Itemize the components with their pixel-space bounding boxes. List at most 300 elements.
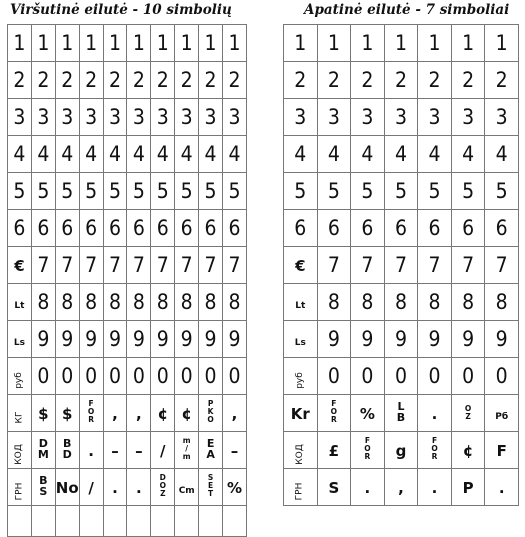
symbol-cell (418, 358, 452, 395)
symbol-cell (317, 136, 351, 173)
symbol-label: 3 (394, 104, 407, 129)
symbol-label: 2 (61, 67, 74, 92)
symbol-label: 0 (37, 363, 50, 388)
symbol-cell (418, 284, 452, 321)
symbol-cell (55, 62, 79, 99)
symbol-cell (418, 469, 452, 506)
symbol-label: 9 (428, 326, 441, 351)
symbol-cell (127, 358, 151, 395)
symbol-label: S (328, 478, 340, 497)
table-row (284, 358, 519, 395)
symbol-label: 3 (180, 104, 193, 129)
symbol-label: 8 (428, 289, 441, 314)
symbol-cell (384, 321, 418, 358)
symbol-label: ¢ (462, 441, 474, 460)
symbol-label: 9 (462, 326, 475, 351)
symbol-label: Cm (178, 485, 195, 496)
symbol-cell (55, 358, 79, 395)
symbol-label: 2 (132, 67, 145, 92)
symbol-label: 8 (228, 289, 241, 314)
symbol-cell (31, 506, 55, 537)
symbol-label: 6 (294, 215, 307, 240)
symbol-label: . (431, 404, 438, 423)
symbol-label: 1 (294, 30, 307, 55)
symbol-cell (79, 173, 103, 210)
symbol-cell (151, 210, 175, 247)
symbol-cell (199, 284, 223, 321)
symbol-cell (317, 210, 351, 247)
symbol-cell (79, 284, 103, 321)
symbol-label: 8 (180, 289, 193, 314)
symbol-cell (451, 469, 485, 506)
symbol-cell (317, 321, 351, 358)
symbol-cell (284, 395, 318, 432)
symbol-cell (223, 506, 247, 537)
symbol-cell (418, 25, 452, 62)
symbol-label: , (231, 404, 238, 423)
symbol-label: Lt (14, 300, 25, 311)
table-row (8, 284, 247, 321)
symbol-cell (451, 25, 485, 62)
symbol-label: руб (13, 371, 24, 389)
symbol-label: 9 (327, 326, 340, 351)
symbol-label: 7 (61, 252, 74, 277)
symbol-cell (418, 136, 452, 173)
symbol-label: 8 (361, 289, 374, 314)
symbol-label: 2 (495, 67, 508, 92)
symbol-label: 6 (108, 215, 122, 240)
symbol-label: 8 (61, 289, 74, 314)
symbol-label: 1 (132, 30, 145, 55)
symbol-cell (451, 395, 485, 432)
symbol-cell (175, 358, 199, 395)
symbol-label: 6 (61, 215, 74, 240)
symbol-label: 9 (228, 326, 241, 351)
symbol-cell (55, 395, 79, 432)
symbol-cell (151, 469, 175, 506)
table-row (8, 506, 247, 537)
symbol-cell (223, 469, 247, 506)
symbol-label: F O R (87, 399, 95, 424)
symbol-label: 4 (85, 141, 98, 166)
table-row (284, 210, 519, 247)
table-row (8, 395, 247, 432)
symbol-cell (31, 321, 55, 358)
table-row (8, 210, 247, 247)
symbol-label: 5 (204, 178, 217, 203)
symbol-cell (199, 358, 223, 395)
symbol-cell (199, 395, 223, 432)
symbol-cell (384, 99, 418, 136)
symbol-label: 6 (156, 215, 169, 240)
symbol-cell (451, 432, 485, 469)
table-row (8, 247, 247, 284)
symbol-label: 0 (428, 363, 441, 388)
symbol-cell (79, 506, 103, 537)
symbol-label: / (88, 478, 94, 497)
symbol-label: 5 (132, 178, 145, 203)
symbol-cell (223, 62, 247, 99)
symbol-cell (175, 432, 199, 469)
symbol-cell (103, 432, 127, 469)
symbol-cell (351, 25, 385, 62)
symbol-label: Lt (295, 300, 306, 311)
symbol-cell (223, 136, 247, 173)
symbol-cell (79, 321, 103, 358)
symbol-cell (103, 210, 127, 247)
symbol-label: € (14, 256, 25, 275)
symbol-cell (451, 173, 485, 210)
symbol-cell (451, 136, 485, 173)
symbol-label: ¢ (157, 404, 168, 423)
symbol-label: D M (37, 437, 49, 461)
symbol-cell (485, 99, 519, 136)
symbol-label: 3 (156, 104, 169, 129)
symbol-label: 2 (180, 67, 193, 92)
symbol-cell (79, 395, 103, 432)
symbol-label: 6 (180, 215, 193, 240)
symbol-cell (8, 395, 32, 432)
symbol-cell (103, 395, 127, 432)
symbol-cell (451, 321, 485, 358)
symbol-cell (317, 358, 351, 395)
symbol-label: / (160, 441, 166, 460)
symbol-label: . (431, 478, 438, 497)
symbol-cell (175, 469, 199, 506)
symbol-cell (31, 432, 55, 469)
symbol-cell (451, 358, 485, 395)
symbol-cell (175, 395, 199, 432)
symbol-label: . (136, 478, 142, 497)
symbol-cell (223, 99, 247, 136)
symbol-cell (8, 469, 32, 506)
symbol-cell (31, 62, 55, 99)
symbol-label: 5 (180, 178, 193, 203)
symbol-label: 2 (228, 67, 241, 92)
symbol-label: 1 (228, 30, 241, 55)
symbol-cell (199, 506, 223, 537)
symbol-label: 0 (495, 363, 508, 388)
symbol-cell (317, 395, 351, 432)
symbol-label: ГРН (294, 482, 305, 500)
symbol-label: 5 (462, 178, 475, 203)
symbol-cell (284, 99, 318, 136)
symbol-cell (418, 99, 452, 136)
symbol-label: 9 (204, 326, 217, 351)
symbol-label: F O R (364, 436, 371, 461)
symbol-label: O Z (464, 403, 472, 421)
symbol-cell (223, 321, 247, 358)
symbol-cell (418, 432, 452, 469)
symbol-label: 3 (462, 104, 475, 129)
symbol-cell (55, 173, 79, 210)
symbol-label: % (359, 404, 375, 423)
symbol-cell (151, 25, 175, 62)
symbol-label: 4 (108, 141, 122, 166)
symbol-cell (8, 506, 32, 537)
symbol-cell (351, 62, 385, 99)
symbol-cell (55, 210, 79, 247)
symbol-label: 4 (204, 141, 217, 166)
symbol-cell (199, 136, 223, 173)
symbol-label: P K O (207, 399, 214, 424)
symbol-cell (384, 210, 418, 247)
symbol-label: 1 (394, 30, 407, 55)
symbol-cell (351, 395, 385, 432)
symbol-label: 3 (428, 104, 441, 129)
symbol-cell (103, 25, 127, 62)
symbol-cell (175, 210, 199, 247)
symbol-label: 8 (462, 289, 475, 314)
symbol-cell (317, 284, 351, 321)
symbol-label: 3 (327, 104, 340, 129)
symbol-cell (451, 247, 485, 284)
symbol-cell (384, 284, 418, 321)
symbol-cell (284, 358, 318, 395)
symbol-cell (284, 210, 318, 247)
symbol-cell (384, 358, 418, 395)
symbol-cell (199, 210, 223, 247)
symbol-label: S E T (207, 473, 214, 498)
symbol-cell (127, 321, 151, 358)
symbol-label: $ (62, 404, 73, 423)
symbol-cell (31, 25, 55, 62)
symbol-label: 4 (294, 141, 307, 166)
symbol-label: 6 (132, 215, 145, 240)
symbol-label: 5 (61, 178, 74, 203)
symbol-label: 4 (495, 141, 508, 166)
symbol-label: 6 (204, 215, 217, 240)
symbol-label: 5 (228, 178, 241, 203)
symbol-label: B D (62, 437, 72, 461)
symbol-cell (127, 210, 151, 247)
symbol-cell (55, 284, 79, 321)
symbol-cell (151, 173, 175, 210)
symbol-label: 7 (108, 252, 122, 277)
symbol-cell (79, 247, 103, 284)
symbol-label: 8 (495, 289, 508, 314)
symbol-cell (223, 247, 247, 284)
symbol-cell (55, 321, 79, 358)
symbol-cell (55, 432, 79, 469)
symbol-cell (199, 173, 223, 210)
symbol-cell (317, 99, 351, 136)
symbol-cell (8, 247, 32, 284)
symbol-cell (317, 432, 351, 469)
symbol-cell (351, 210, 385, 247)
table-row (8, 358, 247, 395)
symbol-label: 2 (462, 67, 475, 92)
symbol-cell (175, 99, 199, 136)
symbol-cell (55, 25, 79, 62)
symbol-label: 2 (294, 67, 307, 92)
symbol-label: . (112, 478, 118, 497)
symbol-label: 4 (156, 141, 169, 166)
symbol-cell (351, 284, 385, 321)
symbol-cell (103, 99, 127, 136)
symbol-cell (199, 432, 223, 469)
symbol-label: 5 (495, 178, 508, 203)
symbol-cell (199, 469, 223, 506)
symbol-cell (79, 358, 103, 395)
symbol-label: 7 (361, 252, 374, 277)
symbol-label: 7 (180, 252, 193, 277)
symbol-cell (317, 469, 351, 506)
symbol-cell (223, 25, 247, 62)
symbol-cell (8, 210, 32, 247)
symbol-cell (418, 173, 452, 210)
symbol-label: 8 (327, 289, 340, 314)
symbol-cell (151, 395, 175, 432)
symbol-cell (8, 432, 32, 469)
symbol-label: 0 (85, 363, 98, 388)
symbol-label: Kr (290, 404, 310, 423)
symbol-label: 4 (13, 141, 26, 166)
symbol-cell (485, 321, 519, 358)
symbol-cell (175, 136, 199, 173)
symbol-cell (55, 247, 79, 284)
table-row (284, 136, 519, 173)
symbol-cell (485, 247, 519, 284)
symbol-label: No (55, 478, 79, 497)
symbol-cell (384, 247, 418, 284)
symbol-cell (103, 469, 127, 506)
symbol-cell (384, 136, 418, 173)
symbol-cell (384, 25, 418, 62)
symbol-label: 0 (228, 363, 241, 388)
table-row (8, 99, 247, 136)
symbol-cell (351, 136, 385, 173)
symbol-cell (8, 321, 32, 358)
symbol-label: 6 (462, 215, 475, 240)
symbol-label: 0 (327, 363, 340, 388)
symbol-label: 2 (85, 67, 98, 92)
symbol-label: % (226, 478, 243, 497)
symbol-label: руб (294, 371, 305, 389)
symbol-cell (127, 62, 151, 99)
symbol-label: 6 (228, 215, 241, 240)
symbol-cell (127, 99, 151, 136)
symbol-cell (175, 25, 199, 62)
symbol-cell (284, 469, 318, 506)
symbol-label: 9 (108, 326, 122, 351)
symbol-cell (351, 247, 385, 284)
symbol-cell (351, 173, 385, 210)
symbol-cell (31, 99, 55, 136)
symbol-cell (8, 173, 32, 210)
symbol-label: 5 (108, 178, 122, 203)
symbol-cell (223, 395, 247, 432)
symbol-cell (199, 62, 223, 99)
symbol-cell (451, 210, 485, 247)
symbol-label: 9 (361, 326, 374, 351)
symbol-label: 8 (156, 289, 169, 314)
symbol-cell (151, 136, 175, 173)
symbol-cell (223, 210, 247, 247)
lower-row-title: Apatinė eilutė - 7 simboliai (304, 2, 510, 18)
symbol-label: 1 (180, 30, 193, 55)
symbol-label: F O R (330, 399, 338, 424)
symbol-cell (418, 395, 452, 432)
symbol-label: 4 (327, 141, 340, 166)
symbol-label: ¢ (181, 404, 192, 423)
table-row (284, 62, 519, 99)
symbol-label: 3 (61, 104, 74, 129)
symbol-label: 4 (428, 141, 441, 166)
symbol-label: 4 (361, 141, 374, 166)
symbol-label: 1 (156, 30, 169, 55)
symbol-label: 0 (61, 363, 74, 388)
symbol-cell (485, 210, 519, 247)
symbol-cell (485, 358, 519, 395)
symbol-label: 4 (37, 141, 50, 166)
symbol-cell (351, 469, 385, 506)
symbol-label: 3 (13, 104, 26, 129)
symbol-label: 4 (394, 141, 407, 166)
symbol-cell (151, 247, 175, 284)
symbol-cell (151, 321, 175, 358)
symbol-label: КГ (13, 411, 24, 423)
symbol-label: 5 (85, 178, 98, 203)
symbol-cell (127, 432, 151, 469)
symbol-label: 6 (13, 215, 26, 240)
symbol-cell (103, 321, 127, 358)
symbol-label: Рб (495, 411, 509, 422)
symbol-cell (418, 321, 452, 358)
symbol-cell (199, 321, 223, 358)
symbol-label: g (395, 441, 407, 460)
symbol-label: 9 (37, 326, 50, 351)
symbol-cell (127, 173, 151, 210)
symbol-label: 2 (108, 67, 122, 92)
symbol-cell (151, 432, 175, 469)
symbol-cell (31, 173, 55, 210)
table-row (284, 284, 519, 321)
symbol-label: 2 (394, 67, 407, 92)
symbol-cell (451, 284, 485, 321)
symbol-label: 7 (85, 252, 98, 277)
symbol-cell (103, 358, 127, 395)
symbol-cell (384, 62, 418, 99)
symbol-label: B S (39, 474, 48, 498)
symbol-cell (151, 99, 175, 136)
symbol-label: 5 (13, 178, 26, 203)
symbol-cell (284, 321, 318, 358)
symbol-cell (485, 395, 519, 432)
symbol-label: 9 (495, 326, 508, 351)
symbol-label: 3 (204, 104, 217, 129)
symbol-label: . (364, 478, 371, 497)
symbol-cell (384, 432, 418, 469)
symbol-cell (31, 247, 55, 284)
symbol-cell (223, 358, 247, 395)
table-row (284, 25, 519, 62)
symbol-cell (317, 247, 351, 284)
symbol-label: , (398, 478, 404, 497)
symbol-label: 3 (228, 104, 241, 129)
symbol-label: 9 (61, 326, 74, 351)
symbol-label: € (295, 256, 306, 275)
symbol-label: 1 (327, 30, 340, 55)
symbol-label: 1 (462, 30, 475, 55)
symbol-label: . (498, 478, 505, 497)
table-row (8, 173, 247, 210)
symbol-label: 8 (394, 289, 407, 314)
symbol-label: ГРН (13, 482, 24, 500)
symbol-cell (79, 99, 103, 136)
symbol-cell (8, 284, 32, 321)
symbol-label: 2 (37, 67, 50, 92)
